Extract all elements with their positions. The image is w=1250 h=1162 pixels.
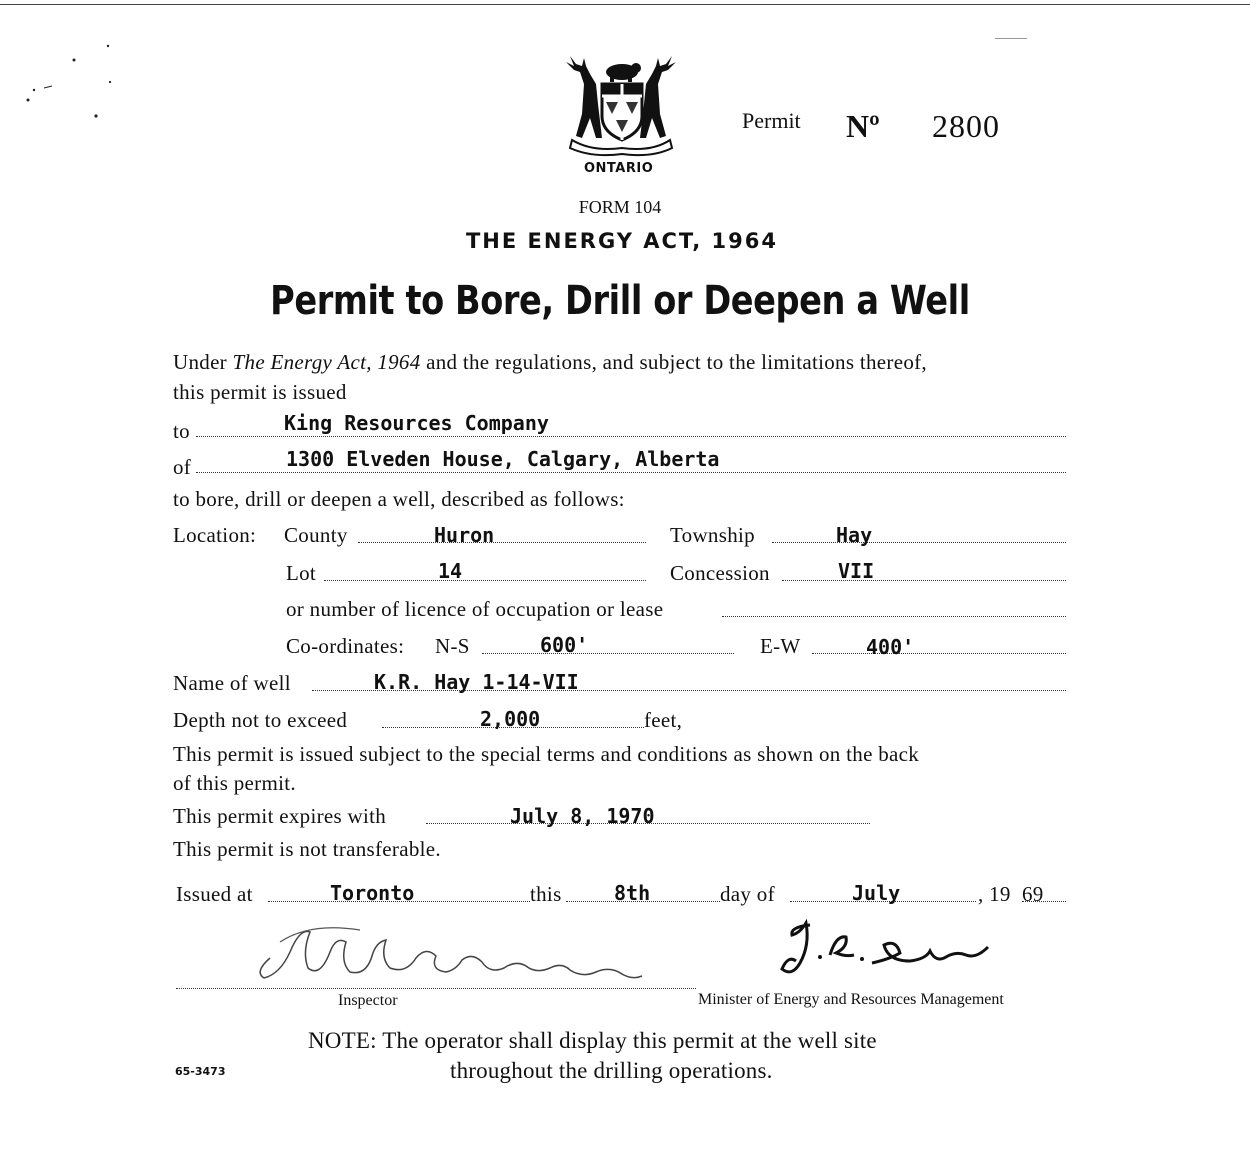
month-value: July: [852, 881, 901, 905]
top-border: [0, 4, 1250, 5]
intro-under: Under: [173, 350, 227, 374]
concession-line: [782, 580, 1066, 581]
well-name-label: Name of well: [173, 671, 291, 695]
township-value: Hay: [836, 523, 873, 547]
scan-mark: [995, 38, 1027, 39]
conditions-line-1: This permit is issued subject to the special terms and conditions as shown on the back: [173, 742, 920, 766]
lot-line: [324, 580, 646, 581]
issued-place: Toronto: [330, 881, 415, 905]
permit-number-symbol: Nº: [846, 108, 880, 144]
act-heading: THE ENERGY ACT, 1964: [465, 229, 778, 253]
expires-label: This permit expires with: [173, 804, 387, 828]
coord-ew-label: E-W: [760, 634, 801, 658]
minister-signature: [770, 915, 1000, 985]
inspector-label: Inspector: [338, 992, 398, 1009]
day-value: 8th: [614, 881, 651, 905]
concession-label: Concession: [670, 561, 770, 585]
intro-line-2: this permit is issued: [173, 380, 347, 404]
crest-caption: ONTARIO: [584, 161, 654, 176]
depth-unit: feet,: [644, 708, 683, 732]
issued-label: Issued at: [176, 882, 253, 906]
coord-ns-label: N-S: [435, 634, 470, 658]
permit-label: Permit: [742, 108, 801, 133]
county-value: Huron: [434, 523, 495, 547]
scan-speckles: [20, 40, 120, 130]
year-prefix: , 19: [978, 882, 1011, 906]
licence-label: or number of licence of occupation or lease: [286, 597, 664, 621]
coord-ns-line: [482, 653, 734, 654]
licence-line: [722, 616, 1066, 617]
county-line: [358, 542, 646, 543]
year-line: [1022, 901, 1066, 902]
of-label: of: [173, 455, 192, 479]
intro-act-name: The Energy Act: [232, 350, 367, 374]
page-title: Permit to Bore, Drill or Deepen a Well: [270, 278, 970, 324]
coord-ns-value: 600': [540, 633, 589, 657]
intro-rest: and the regulations, and subject to the limitations thereof,: [420, 350, 927, 374]
well-name-value: K.R. Hay 1-14-VII: [374, 670, 579, 694]
intro-line-1: [173, 350, 927, 375]
of-value: 1300 Elveden House, Calgary, Alberta: [286, 447, 720, 471]
coord-ew-line: [812, 653, 1066, 654]
this-label: this: [530, 882, 562, 906]
of-line: [196, 472, 1066, 473]
to-line: [196, 436, 1066, 437]
not-transferable: This permit is not transferable.: [173, 837, 441, 861]
inspector-signature: [250, 912, 670, 992]
day-of-label: day of: [720, 882, 775, 906]
bore-text: to bore, drill or deepen a well, described as follows:: [173, 487, 625, 511]
permit-number: 2800: [932, 108, 1000, 144]
expires-value: July 8, 1970: [510, 804, 655, 828]
lot-label: Lot: [286, 561, 317, 585]
form-number: FORM 104: [578, 197, 662, 217]
coord-ew-value: 400': [866, 635, 915, 659]
depth-value: 2,000: [480, 707, 541, 731]
township-label: Township: [670, 523, 755, 547]
conditions-line-2: of this permit.: [173, 771, 296, 795]
note-line-2: throughout the drilling operations.: [450, 1058, 773, 1083]
minister-label: Minister of Energy and Resources Management: [698, 991, 1004, 1008]
ontario-coat-of-arms-icon: [562, 54, 680, 158]
footer-code: 65-3473: [175, 1065, 226, 1078]
intro-act-year: , 1964: [366, 350, 421, 374]
to-label: to: [173, 419, 190, 443]
lot-value: 14: [438, 559, 463, 583]
depth-label: Depth not to exceed: [173, 708, 348, 732]
year-suffix: 69: [1022, 882, 1044, 906]
county-label: County: [284, 523, 348, 547]
location-label: Location:: [173, 523, 257, 547]
note-line-1: NOTE: The operator shall display this permit at the well site: [308, 1028, 877, 1053]
concession-value: VII: [838, 559, 875, 583]
inspector-signature-line: [176, 988, 696, 989]
township-line: [772, 542, 1066, 543]
coordinates-label: Co-ordinates:: [286, 634, 405, 658]
to-value: King Resources Company: [284, 411, 549, 435]
